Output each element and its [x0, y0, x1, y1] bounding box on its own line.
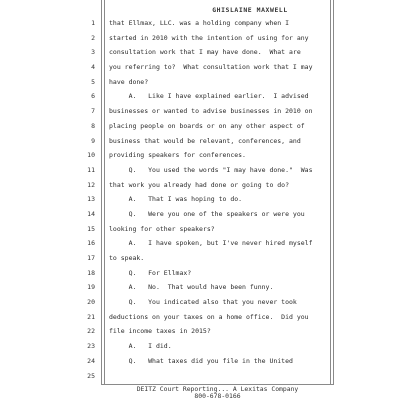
line-number: 19: [87, 283, 95, 292]
transcript-line: [0, 31, 400, 46]
transcript-line: [0, 295, 400, 310]
transcript-line: [0, 89, 400, 104]
line-text: to speak.: [109, 254, 145, 262]
page-header: GHISLAINE MAXWELL: [212, 6, 288, 14]
line-text: placing people on boards or on any other aspect of: [109, 121, 305, 130]
line-number: 24: [87, 356, 95, 365]
transcript-line: [0, 354, 400, 369]
line-text: that Ellmax, LLC. was a holding company when I: [109, 19, 290, 27]
transcript-line: [0, 280, 400, 295]
transcript-line: [0, 178, 400, 193]
line-text: A. No. That would have been funny.: [109, 283, 274, 292]
line-text: you referring to? What consultation work that I may: [109, 63, 313, 72]
line-text: Q. What taxes did you file in the United: [109, 356, 293, 365]
transcript-line: [0, 75, 400, 90]
line-number: 11: [87, 165, 95, 174]
line-text: started in 2010 with the intention of using for any: [109, 33, 309, 42]
transcript-line: [0, 60, 400, 75]
line-text: looking for other speakers?: [109, 224, 215, 233]
transcript-line: [0, 134, 400, 149]
transcript-line: [0, 324, 400, 339]
transcript-line: [0, 148, 400, 163]
line-text: deductions on your taxes on a home office. Did you: [109, 312, 309, 321]
line-text: providing speakers for conferences.: [109, 151, 246, 160]
transcript-line: [0, 207, 400, 222]
transcript-line: [0, 16, 400, 31]
line-number: 7: [91, 107, 95, 116]
line-number: 10: [87, 151, 95, 160]
line-number: 9: [91, 136, 95, 145]
line-number: 6: [91, 92, 95, 101]
line-text: A. That I was hoping to do.: [109, 195, 243, 204]
line-text: business that would be relevant, conferences, and: [109, 136, 301, 145]
line-text: Q. For Ellmax?: [109, 268, 192, 277]
line-text: A. Like I have explained earlier. I advised: [109, 92, 309, 101]
footer-company: DEITZ Court Reporting... A Lexitas Company: [136, 385, 299, 393]
line-number: 25: [87, 371, 95, 380]
line-number: 2: [91, 33, 95, 42]
line-text: Q. You used the words "I may have done." Was: [109, 165, 313, 174]
footer-phone: 800-678-0166: [194, 392, 241, 400]
line-number: 3: [91, 48, 95, 57]
transcript-line: [0, 222, 400, 237]
line-text: Q. Were you one of the speakers or were you: [109, 209, 305, 218]
line-text: file income taxes in 2015?: [109, 327, 211, 336]
line-number: 13: [87, 195, 95, 204]
transcript-line: [0, 192, 400, 207]
transcript-lines: [0, 16, 400, 383]
line-number: 20: [87, 298, 95, 307]
line-number: 5: [91, 77, 95, 86]
line-number: 15: [87, 224, 95, 233]
line-number: 8: [91, 121, 95, 130]
transcript-line: [0, 45, 400, 60]
transcript-line: [0, 310, 400, 325]
transcript-line: [0, 119, 400, 134]
line-number: 22: [87, 327, 95, 336]
line-text: businesses or wanted to advise businesses in 2010 on: [109, 107, 313, 116]
transcript-line: [0, 251, 400, 266]
line-number: 18: [87, 268, 95, 277]
line-number: 21: [87, 312, 95, 321]
line-text: that work you already had done or going to do?: [109, 180, 290, 189]
transcript-line: [0, 236, 400, 251]
line-text: A. I have spoken, but I've never hired myself: [109, 239, 313, 248]
line-number: 23: [87, 342, 95, 351]
line-number: 14: [87, 209, 95, 218]
line-text: A. I did.: [109, 342, 172, 351]
line-number: 1: [91, 19, 95, 27]
transcript-line: [0, 104, 400, 119]
line-number: 16: [87, 239, 95, 248]
line-text: Q. You indicated also that you never took: [109, 298, 297, 307]
transcript-line: [0, 163, 400, 178]
line-text: consultation work that I may have done. What are: [109, 48, 301, 57]
line-text: have done?: [109, 77, 149, 86]
line-number: 4: [91, 63, 95, 72]
transcript-line: [0, 369, 400, 384]
transcript-line: [0, 339, 400, 354]
transcript-line: [0, 266, 400, 281]
line-number: 17: [87, 254, 95, 262]
line-number: 12: [87, 180, 95, 189]
